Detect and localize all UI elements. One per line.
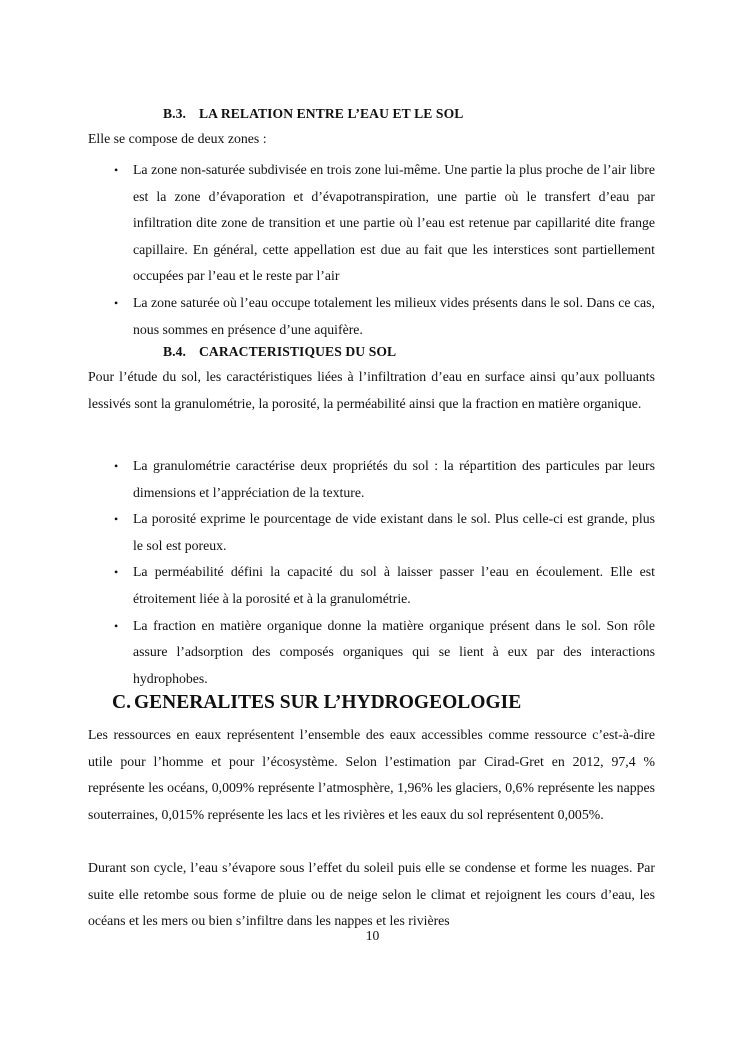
bullet-icon: • [114,565,119,580]
bullet-item [88,559,655,612]
section-b4-heading [163,344,396,360]
section-c-paragraph-1: Les ressources en eaux représentent l’ensemble des eaux accessibles comme ressource c’est-à-dire utile pour l’homme et pour l’écosystème. Selon l’estimation par Cirad-Gret en 2012, 97,4 % représente les océans, 0,009% représente l’atmosphère, 1,96% les glaciers, 0,6% représente les nappes souterraines, 0,015% représente les lacs et les rivières et les eaux du sol représentent 0,005%. [88,727,655,822]
bullet-text: La perméabilité défini la capacité du sol à laisser passer l’eau en écoulement. Elle est étroitement liée à la porosité et à la granulométrie. [133,564,655,606]
bullet-text: La granulométrie caractérise deux propriétés du sol : la répartition des particules par leurs dimensions et l’appréciation de la texture. [133,458,655,500]
bullet-item [88,290,655,343]
bullet-icon: • [114,618,119,633]
section-b4-number: B.4. [163,344,187,359]
section-b4-intro: Pour l’étude du sol, les caractéristiques liées à l’infiltration d’eau en surface ainsi qu’aux polluants lessivés sont la granulométrie, la porosité, la perméabilité ainsi que la fraction en matière organique. [88,369,655,411]
section-b3-intro: Elle se compose de deux zones : [88,131,267,146]
page-number: 10 [365,928,380,943]
section-c-title: GENERALITES SUR L’HYDROGEOLOGIE [134,692,522,713]
bullet-item [88,506,655,559]
section-b4-title: CARACTERISTIQUES DU SOL [199,344,397,359]
section-b3-title: LA RELATION ENTRE L’EAU ET LE SOL [199,106,464,121]
section-c-heading [112,692,521,714]
bullet-text: La fraction en matière organique donne la matière organique présent dans le sol. Son rôle assure l’adsorption des composés organiques qui se lient à eux par des interactions hydrophobes. [133,617,655,686]
section-b3-heading [163,106,463,122]
section-b4-bullet-list [88,453,655,692]
bullet-text: La zone non-saturée subdivisée en trois zone lui-même. Une partie la plus proche de l’air libre est la zone d’évaporation et d’évapotranspiration, une partie où le transfert d’eau par infiltration dite zone de transition et une partie où l’eau est retenue par capillarité dite frange capillaire. En général, cette appellation est due au fait que les interstices sont partiellement occupées par l’eau et le reste par l’air [133,162,655,284]
section-c-number: C. [112,692,131,713]
section-b3-number: B.3. [163,106,187,121]
bullet-item [88,453,655,506]
bullet-icon: • [114,459,119,473]
bullet-icon: • [114,512,119,527]
bullet-text: La zone saturée où l’eau occupe totalement les milieux vides présents dans le sol. Dans ce cas, nous sommes en présence d’une aquifère. [133,294,655,337]
bullet-item [88,613,655,693]
bullet-icon: • [114,163,119,177]
bullet-text: La porosité exprime le pourcentage de vide existant dans le sol. Plus celle-ci est grande, plus le sol est poreux. [133,511,655,553]
bullet-icon: • [114,295,119,310]
section-c-paragraph-2: Durant son cycle, l’eau s’évapore sous l’effet du soleil puis elle se condense et forme les nuages. Par suite elle retombe sous forme de pluie ou de neige selon le climat et rejoignent les cours d’eau, les océans et les mers ou bien s’infiltre dans les nappes et les rivières [88,860,655,929]
bullet-item [88,157,655,290]
section-b3-bullet-list [88,157,655,343]
